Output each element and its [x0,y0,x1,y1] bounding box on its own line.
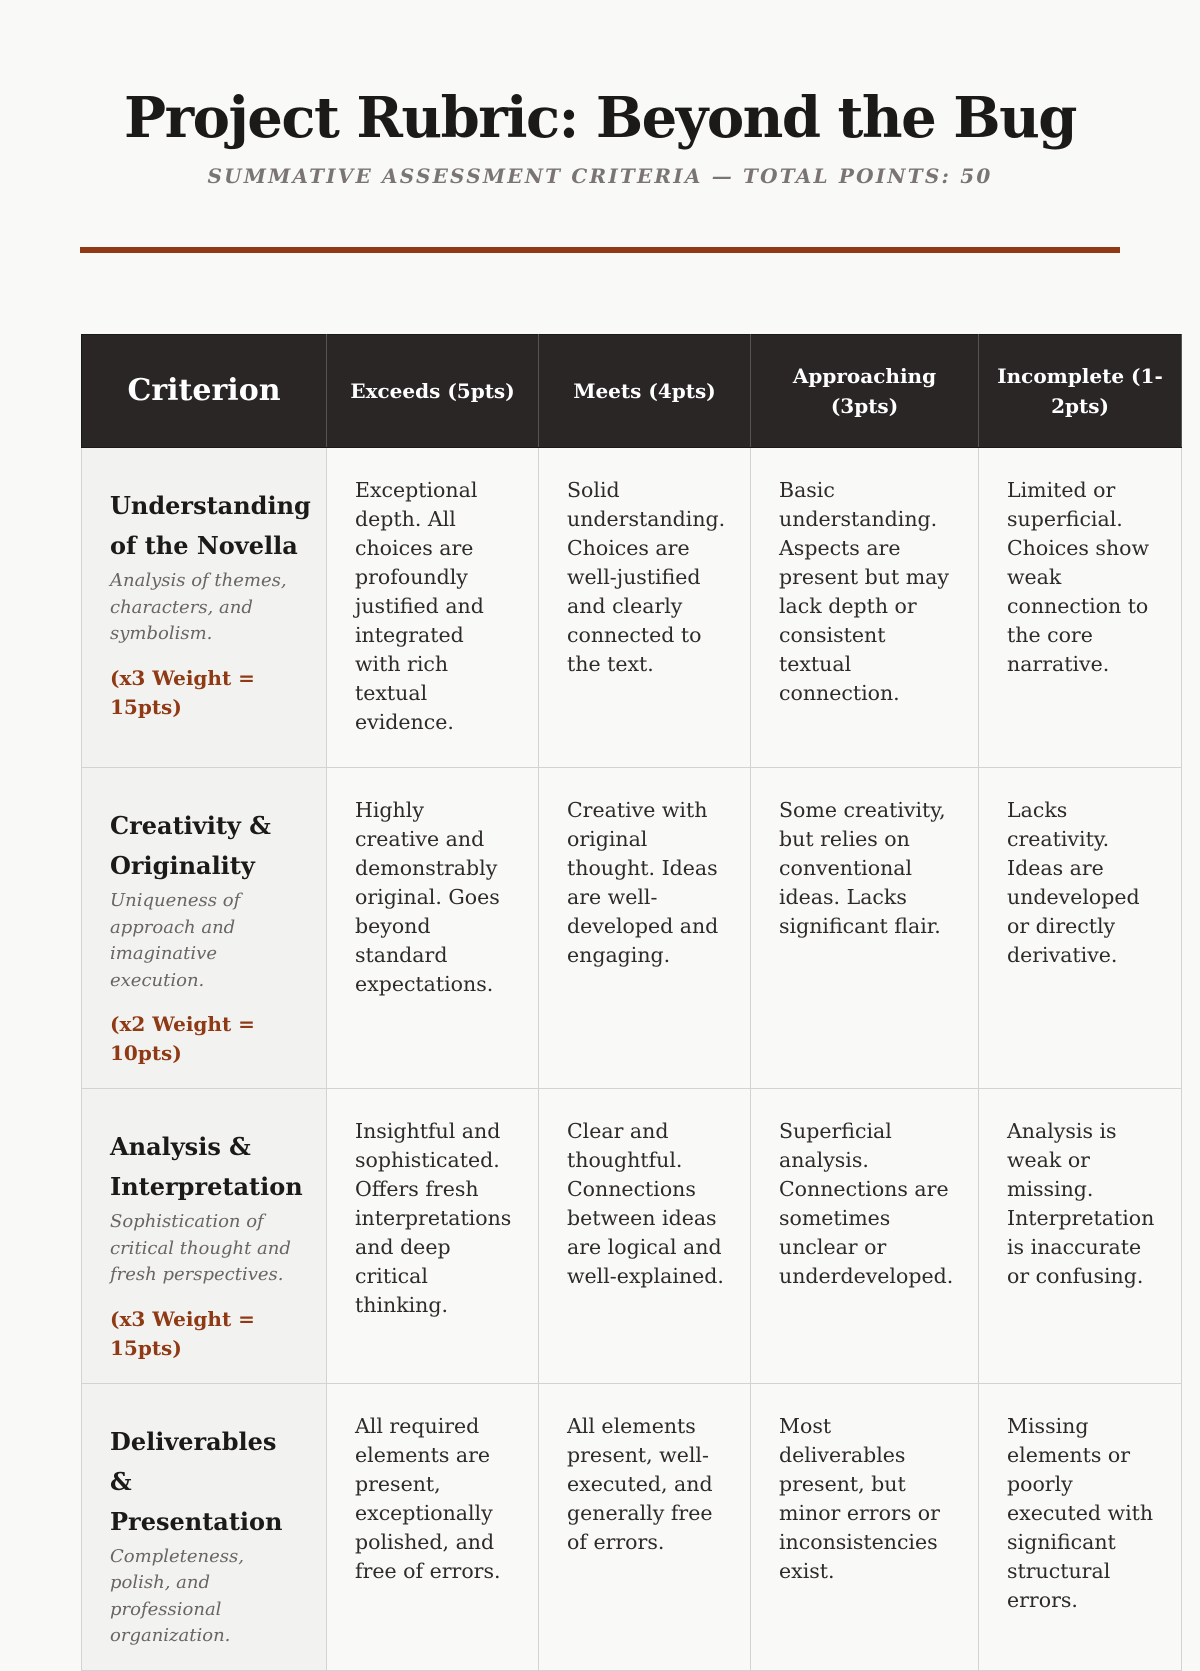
column-header-approaching: Approaching (3pts) [751,335,979,448]
criterion-description: Sophistication of critical thought and fresh perspectives. [110,1211,291,1285]
rubric-cell-approaching: Most deliverables present, but minor errors or inconsistencies exist. [751,1383,979,1670]
rubric-cell-exceeds: Exceptional depth. All choices are profoundly justified and integrated with rich textual evidence. [327,448,539,768]
rubric-cell-meets: Solid understanding. Choices are well-justified and clearly connected to the text. [539,448,751,768]
criterion-cell [82,448,327,768]
rubric-table [81,334,1182,1671]
rubric-cell-exceeds: Highly creative and demonstrably original. Goes beyond standard expectations. [327,768,539,1089]
criterion-weight: (x2 Weight = 10pts) [110,1012,255,1065]
criterion-description: Uniqueness of approach and imaginative execution. [110,890,241,991]
criterion-name: Creativity & Originality [110,811,271,880]
criterion-name: Analysis & Interpretation [110,1132,303,1201]
table-row [82,1089,1182,1384]
criterion-cell [82,768,327,1089]
rubric-cell-approaching: Superficial analysis. Connections are sometimes unclear or underdeveloped. [751,1089,979,1384]
column-header-exceeds: Exceeds (5pts) [327,335,539,448]
criterion-cell [82,1089,327,1384]
rubric-cell-approaching: Some creativity, but relies on conventional ideas. Lacks significant flair. [751,768,979,1089]
criterion-cell [82,1383,327,1670]
criterion-weight: (x3 Weight = 15pts) [110,1306,255,1360]
criterion-name: Understanding of the Novella [110,491,311,560]
title-divider [80,247,1120,253]
criterion-weight: (x3 Weight = 15pts) [110,665,255,719]
column-header-criterion: Criterion [82,335,327,448]
rubric-cell-incomplete: Lacks creativity. Ideas are undeveloped or directly derivative. [979,768,1182,1089]
rubric-cell-incomplete: Limited or superficial. Choices show weak connection to the core narrative. [979,448,1182,768]
column-header-incomplete: Incomplete (1-2pts) [979,335,1182,448]
criterion-name: Deliverables & Presentation [110,1426,283,1536]
page-subtitle: SUMMATIVE ASSESSMENT CRITERIA — TOTAL POINTS: 50 [207,164,993,188]
rubric-cell-exceeds: All required elements are present, exceptionally polished, and free of errors. [327,1383,539,1670]
table-row [82,768,1182,1089]
column-header-meets: Meets (4pts) [539,335,751,448]
rubric-cell-incomplete: Missing elements or poorly executed with significant structural errors. [979,1383,1182,1670]
page-title: Project Rubric: Beyond the Bug [124,85,1076,151]
rubric-cell-meets: Creative with original thought. Ideas are well-developed and engaging. [539,768,751,1089]
criterion-description: Analysis of themes, characters, and symbolism. [110,570,287,644]
rubric-cell-incomplete: Analysis is weak or missing. Interpretation is inaccurate or confusing. [979,1089,1182,1384]
rubric-cell-exceeds: Insightful and sophisticated. Offers fresh interpretations and deep critical thinking. [327,1089,539,1384]
table-row [82,1383,1182,1670]
rubric-cell-meets: Clear and thoughtful. Connections between ideas are logical and well-explained. [539,1089,751,1384]
table-row [82,448,1182,768]
criterion-description: Completeness, polish, and professional organization. [110,1545,244,1646]
table-header-row [82,335,1182,448]
rubric-cell-approaching: Basic understanding. Aspects are present but may lack depth or consistent textual connection. [751,448,979,768]
rubric-cell-meets: All elements present, well-executed, and generally free of errors. [539,1383,751,1670]
